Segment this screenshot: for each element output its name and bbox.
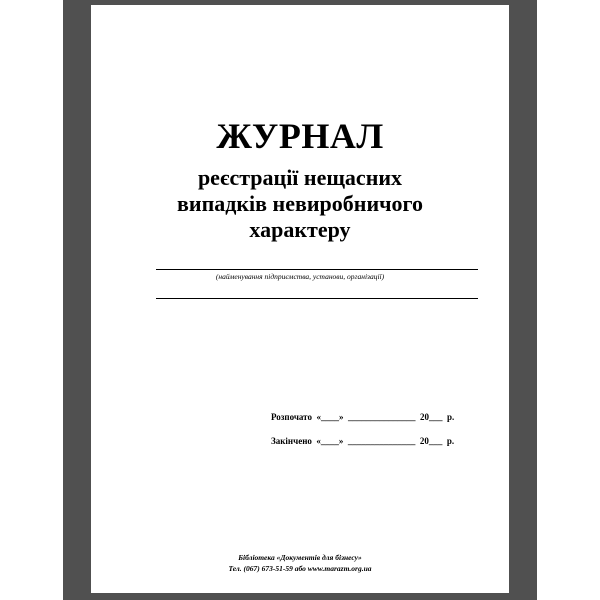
organization-name-line	[156, 269, 478, 270]
footer-publisher: Бібліотека «Документів для бізнесу»	[238, 553, 362, 562]
started-date-line: Розпочато «____» _______________ 20___ р.	[271, 412, 455, 422]
subtitle-line-2: випадків невиробничого	[177, 191, 423, 216]
document-title: ЖУРНАЛ	[216, 116, 384, 156]
organization-extra-line	[156, 298, 478, 299]
subtitle-line-1: реєстрації нещасних	[197, 165, 403, 190]
finished-date-line: Закінчено «____» _______________ 20___ р.	[271, 436, 455, 446]
footer-contact: Тел. (067) 673-51-59 або www.marazm.org.ua	[228, 564, 372, 573]
organization-hint: (найменування підприємства, установи, організації)	[215, 272, 385, 281]
document-page	[91, 5, 509, 593]
subtitle-line-3: характеру	[249, 217, 351, 242]
document-subtitle	[91, 165, 509, 243]
